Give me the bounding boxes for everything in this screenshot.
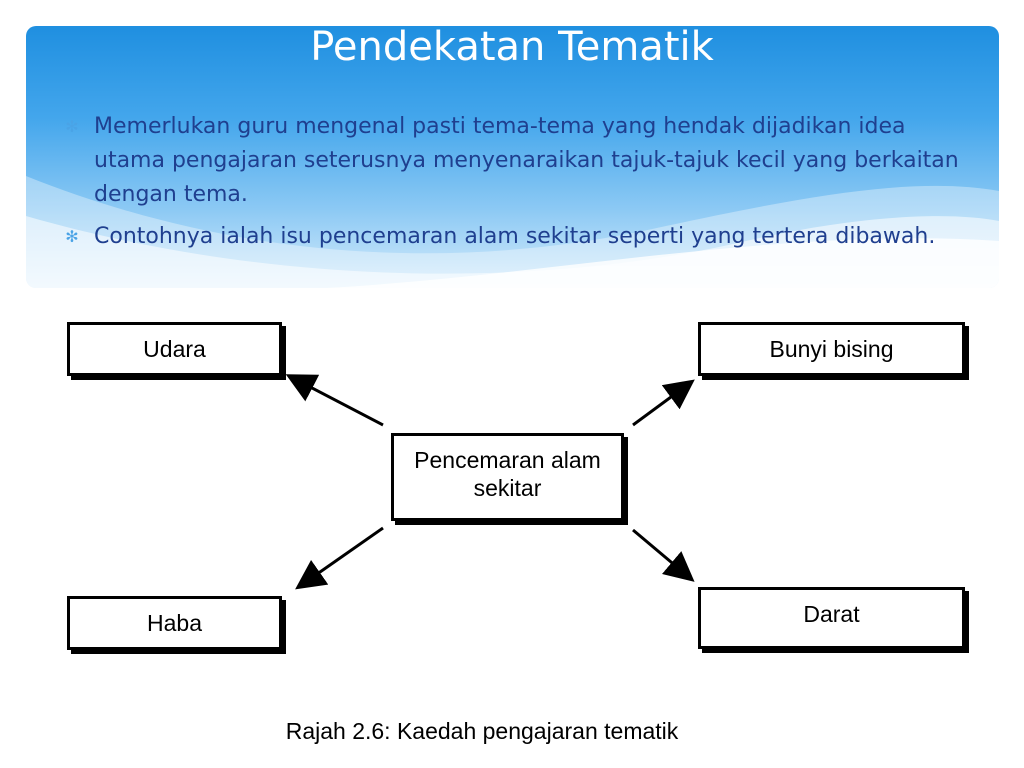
asterisk-bullet-icon: ✻ xyxy=(65,117,79,136)
box-pencemaran-alam-sekitar xyxy=(391,433,624,521)
box-bunyi-bising-label: Bunyi bising xyxy=(769,336,894,362)
arrow-to-darat xyxy=(633,530,690,578)
arrow-to-bunyi-bising xyxy=(633,383,690,425)
arrow-to-haba xyxy=(300,528,383,586)
box-darat xyxy=(698,587,965,649)
arrow-to-udara xyxy=(291,377,383,425)
box-darat-label: Darat xyxy=(803,601,860,627)
box-haba-label: Haba xyxy=(147,610,202,636)
slide-title: Pendekatan Tematik xyxy=(310,24,714,70)
bullet-text: Contohnya ialah isu pencemaran alam sekitar seperti yang tertera dibawah. xyxy=(94,224,936,249)
box-udara-label: Udara xyxy=(143,336,206,362)
asterisk-bullet-icon: ✻ xyxy=(65,227,79,246)
bullet-text: Memerlukan guru mengenal pasti tema-tema yang hendak dijadikan idea utama pengajaran seterusnya menyenaraikan tajuk-tajuk kecil yang berkaitan dengan tema. xyxy=(94,114,959,207)
box-center-label: Pencemaran alam sekitar xyxy=(414,447,601,501)
figure-caption: Rajah 2.6: Kaedah pengajaran tematik xyxy=(285,718,679,744)
box-haba xyxy=(67,596,282,650)
box-bunyi-bising xyxy=(698,322,965,376)
box-udara xyxy=(67,322,282,376)
